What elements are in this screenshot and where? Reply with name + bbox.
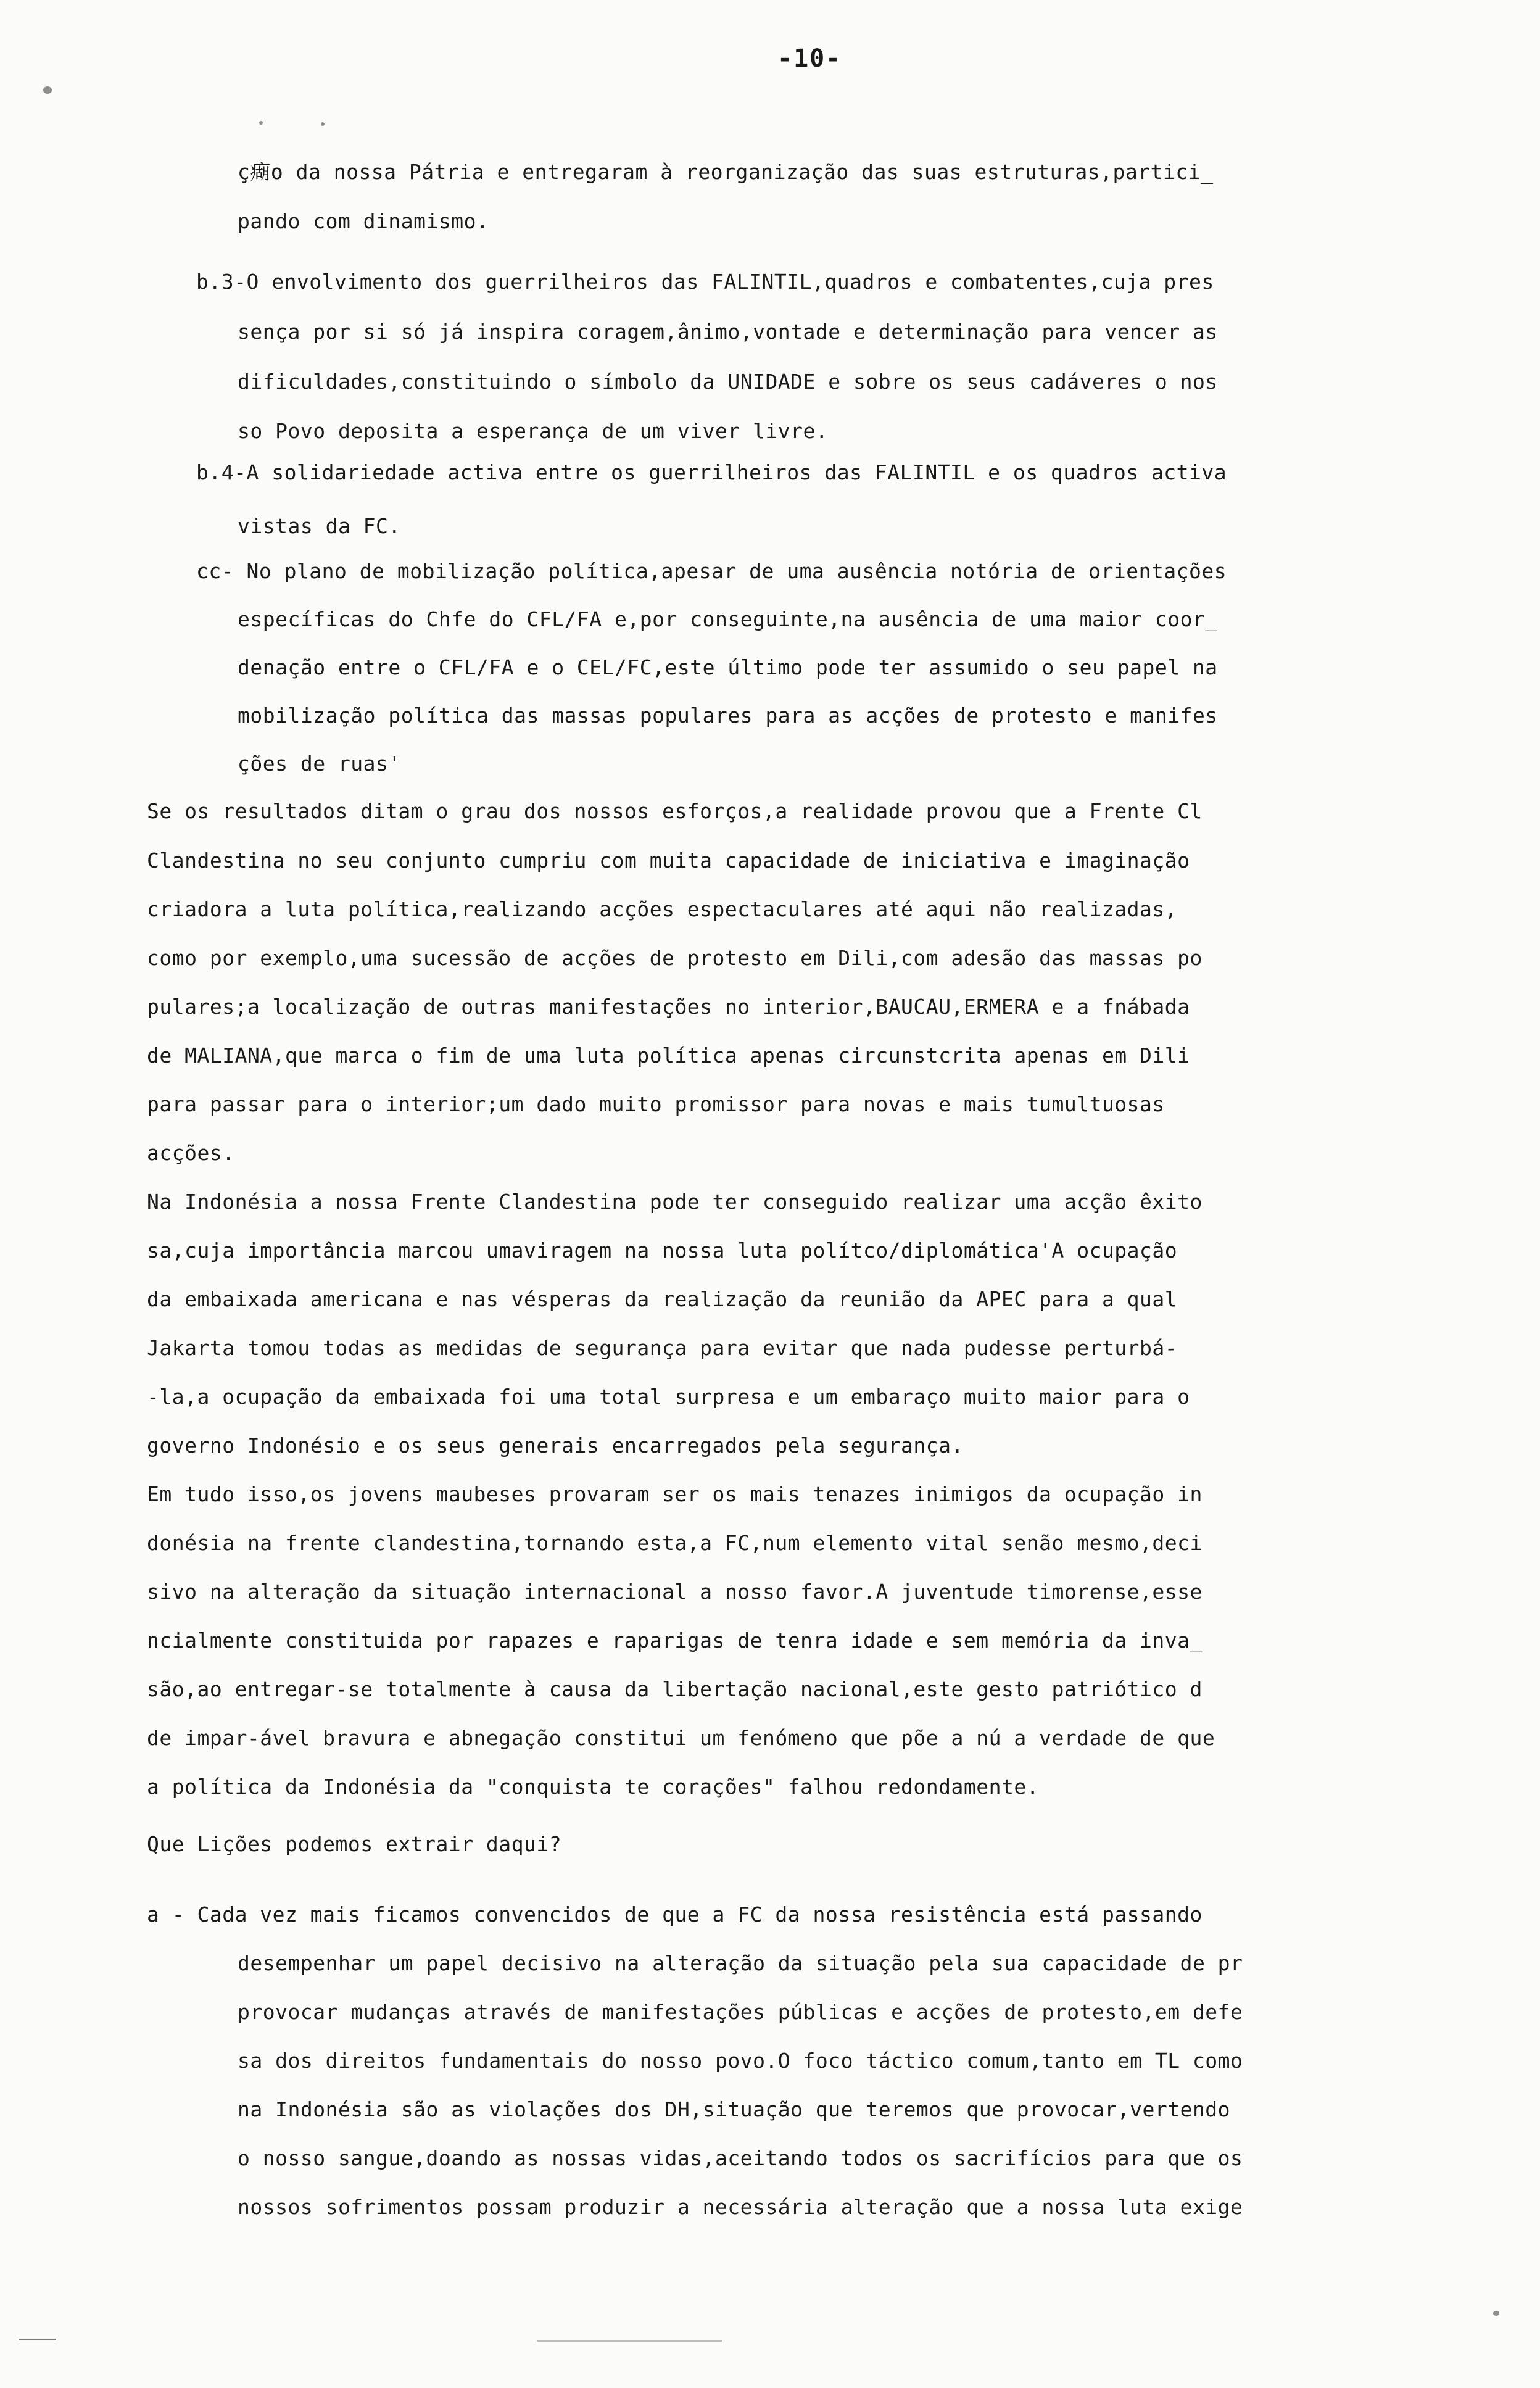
scan-speck bbox=[321, 122, 325, 126]
text-line: de MALIANA,que marca o fim de uma luta política apenas circunstcrita apenas em Dili bbox=[147, 1043, 1190, 1068]
text-line: mobilização política das massas populares para as acções de protesto e manifes bbox=[238, 703, 1218, 728]
text-line: Que Lições podemos extrair daqui? bbox=[147, 1832, 562, 1856]
text-line: so Povo deposita a esperança de um viver livre. bbox=[238, 419, 829, 443]
text-line: Em tudo isso,os jovens maubeses provaram ser os mais tenazes inimigos da ocupação in bbox=[147, 1482, 1203, 1506]
text-line: da embaixada americana e nas vésperas da realização da reunião da APEC para a qual bbox=[147, 1287, 1178, 1311]
text-line: pulares;a localização de outras manifestações no interior,BAUCAU,ERMERA e a fnábada bbox=[147, 995, 1190, 1019]
text-line: para passar para o interior;um dado muito promissor para novas e mais tumultuosas bbox=[147, 1092, 1165, 1116]
text-line: denação entre o CFL/FA e o CEL/FC,este último pode ter assumido o seu papel na bbox=[238, 655, 1218, 679]
text-line: criadora a luta política,realizando acções espectaculares até aqui não realizadas, bbox=[147, 897, 1178, 921]
scan-mark bbox=[537, 2340, 722, 2342]
text-line: específicas do Chfe do CFL/FA e,por conseguinte,na ausência de uma maior coor_ bbox=[238, 607, 1218, 631]
text-line: sivo na alteração da situação internacional a nosso favor.A juventude timorense,esse bbox=[147, 1580, 1203, 1604]
text-line: cc- No plano de mobilização política,apesar de uma ausência notória de orientações bbox=[196, 559, 1227, 583]
text-line: são,ao entregar-se totalmente à causa da libertação nacional,este gesto patriótico d bbox=[147, 1677, 1203, 1701]
text-line: Jakarta tomou todas as medidas de segurança para evitar que nada pudesse perturbá- bbox=[147, 1336, 1178, 1360]
text-line: governo Indonésio e os seus generais encarregados pela segurança. bbox=[147, 1433, 964, 1457]
text-line: o nosso sangue,doando as nossas vidas,aceitando todos os sacrifícios para que os bbox=[238, 2146, 1243, 2170]
text-line: sa dos direitos fundamentais do nosso povo.O foco táctico comum,tanto em TL como bbox=[238, 2049, 1243, 2073]
text-line: sa,cuja importância marcou umaviragem na nossa luta polítco/diplomática'A ocupação bbox=[147, 1238, 1178, 1262]
text-line: como por exemplo,uma sucessão de acções de protesto em Dili,com adesão das massas po bbox=[147, 946, 1203, 970]
text-line: a - Cada vez mais ficamos convencidos de que a FC da nossa resistência está passando bbox=[147, 1902, 1203, 1926]
text-line: sença por si só já inspira coragem,ânimo,vontade e determinação para vencer as bbox=[238, 320, 1218, 344]
text-line: na Indonésia são as violações dos DH,situação que teremos que provocar,vertendo bbox=[238, 2097, 1231, 2121]
text-line: provocar mudanças através de manifestações públicas e acções de protesto,em defe bbox=[238, 2000, 1243, 2024]
text-line: Se os resultados ditam o grau dos nossos esforços,a realidade provou que a Frente Cl bbox=[147, 799, 1203, 823]
text-line: Clandestina no seu conjunto cumpriu com muita capacidade de iniciativa e imaginação bbox=[147, 848, 1190, 873]
text-line: desempenhar um papel decisivo na alteração da situação pela sua capacidade de pr bbox=[238, 1951, 1243, 1975]
text-line: acções. bbox=[147, 1141, 235, 1165]
text-line: nossos sofrimentos possam produzir a necessária alteração que a nossa luta exige bbox=[238, 2195, 1243, 2219]
text-line: Na Indonésia a nossa Frente Clandestina pode ter conseguido realizar uma acção êxito bbox=[147, 1190, 1203, 1214]
text-line: pando com dinamismo. bbox=[238, 209, 489, 233]
text-line: donésia na frente clandestina,tornando esta,a FC,num elemento vital senão mesmo,deci bbox=[147, 1531, 1203, 1555]
scan-mark bbox=[19, 2339, 56, 2340]
text-line: b.4-A solidariedade activa entre os guerrilheiros das FALINTIL e os quadros activa bbox=[196, 460, 1227, 484]
text-line: a política da Indonésia da "conquista te corações" falhou redondamente. bbox=[147, 1775, 1040, 1799]
scan-speck bbox=[1493, 2311, 1499, 2316]
text-line: dificuldades,constituindo o símbolo da UNIDADE e sobre os seus cadáveres o nos bbox=[238, 370, 1218, 394]
text-line: de impar-ável bravura e abnegação constitui um fenómeno que põe a nú a verdade de que bbox=[147, 1726, 1215, 1750]
page-number: -10- bbox=[777, 44, 842, 73]
scan-speck bbox=[259, 121, 263, 125]
text-line: vistas da FC. bbox=[238, 514, 401, 538]
text-line: -la,a ocupação da embaixada foi uma total surpresa e um embaraço muito maior para o bbox=[147, 1385, 1190, 1409]
text-line: b.3-O envolvimento dos guerrilheiros das FALINTIL,quadros e combatentes,cuja pres bbox=[196, 270, 1214, 294]
text-line: ç㾰o da nossa Pátria e entregaram à reorganização das suas estruturas,partici_ bbox=[238, 160, 1214, 184]
scan-speck bbox=[43, 86, 52, 94]
text-line: ções de ruas' bbox=[238, 752, 401, 776]
text-line: ncialmente constituida por rapazes e raparigas de tenra idade e sem memória da inva_ bbox=[147, 1628, 1203, 1652]
